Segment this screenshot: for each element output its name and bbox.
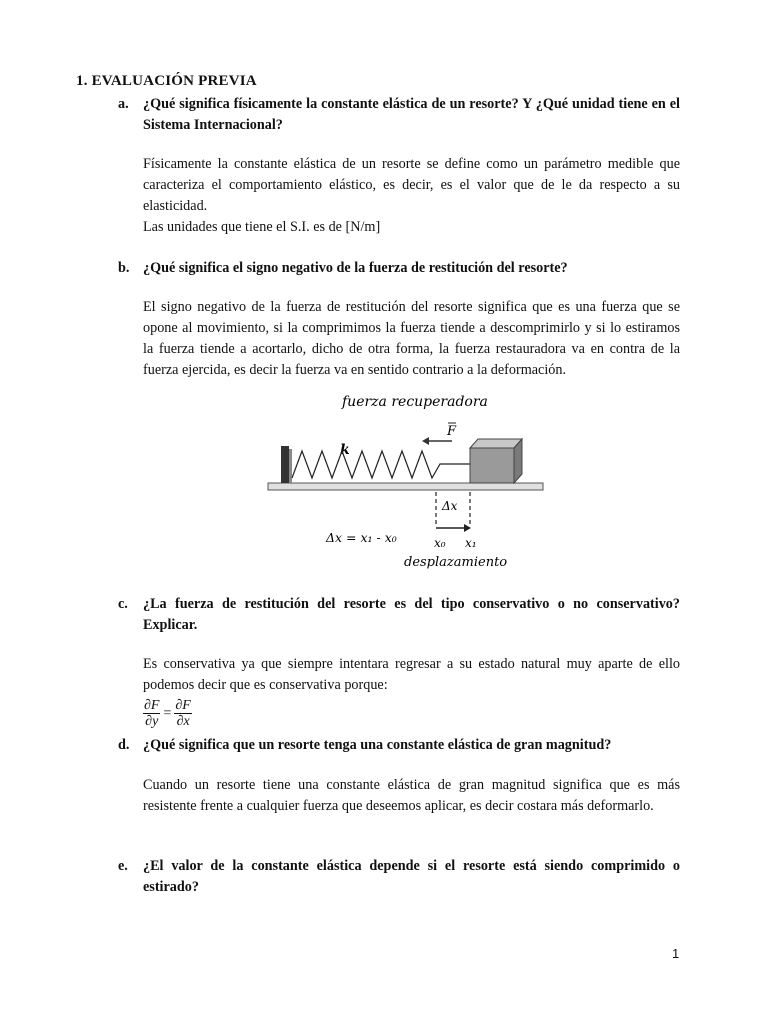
delta-x-label: Δx bbox=[442, 499, 458, 513]
displacement-arrowhead bbox=[464, 524, 471, 532]
answer-c bbox=[143, 654, 680, 696]
question-c bbox=[118, 594, 680, 636]
answer-d bbox=[143, 775, 680, 817]
mass-block bbox=[470, 448, 514, 483]
question-text: ¿El valor de la constante elástica depende si el resorte está siendo comprimido o estirado? bbox=[143, 858, 680, 895]
question-letter: e. bbox=[118, 858, 128, 874]
wall-shadow bbox=[289, 449, 292, 483]
spring-constant-label: k bbox=[340, 442, 350, 458]
floor-surface bbox=[268, 483, 543, 490]
question-letter: c. bbox=[118, 596, 128, 612]
fraction-lhs bbox=[143, 698, 160, 729]
x1-label: x₁ bbox=[465, 536, 477, 550]
lhs-denominator: ∂y bbox=[145, 714, 159, 729]
question-text: ¿Qué significa físicamente la constante elástica de un resorte? Y ¿Qué unidad tiene en el Sistema Internacional? bbox=[143, 96, 680, 133]
answer-paragraph: Las unidades que tiene el S.I. es de [N/m] bbox=[143, 219, 381, 235]
wall-block bbox=[281, 446, 289, 483]
force-label: F bbox=[447, 424, 457, 439]
question-text: ¿Qué significa que un resorte tenga una constante elástica de gran magnitud? bbox=[143, 737, 612, 753]
question-text: ¿La fuerza de restitución del resorte es del tipo conservativo o no conservativo? Explicar. bbox=[143, 596, 680, 633]
rhs-numerator: ∂F bbox=[175, 698, 191, 713]
answer-paragraph: Físicamente la constante elástica de un resorte se define como un parámetro medible que caracteriza el comportamiento elástico, es decir, es el valor que de le da respecto a su elasticidad. bbox=[143, 156, 680, 214]
spring-diagram-svg bbox=[260, 386, 560, 576]
figure-caption: desplazamiento bbox=[404, 555, 508, 570]
delta-formula: Δx = x₁ - x₀ bbox=[326, 530, 397, 545]
spring-diagram bbox=[260, 386, 560, 576]
question-b bbox=[118, 258, 680, 279]
rhs-denominator: ∂x bbox=[176, 714, 190, 729]
fraction-rhs bbox=[174, 698, 191, 729]
question-a bbox=[118, 94, 680, 136]
section-heading: 1. EVALUACIÓN PREVIA bbox=[76, 73, 257, 89]
question-d bbox=[118, 735, 680, 756]
mass-block-top bbox=[470, 439, 522, 448]
spring-coil bbox=[292, 451, 470, 478]
x0-label: x₀ bbox=[434, 536, 446, 550]
equals-sign: = bbox=[163, 705, 172, 721]
page-number: 1 bbox=[672, 946, 680, 961]
question-letter: d. bbox=[118, 737, 130, 753]
lhs-numerator: ∂F bbox=[144, 698, 160, 713]
answer-a bbox=[143, 154, 680, 238]
question-text: ¿Qué significa el signo negativo de la fuerza de restitución del resorte? bbox=[143, 260, 568, 276]
answer-paragraph: Cuando un resorte tiene una constante elástica de gran magnitud significa que es más resistente frente a cualquier fuerza que deseemos aplicar, es decir costara más deformarlo. bbox=[143, 777, 680, 814]
answer-b bbox=[143, 297, 680, 381]
force-arrowhead bbox=[422, 437, 429, 445]
question-letter: a. bbox=[118, 96, 129, 112]
answer-paragraph: Es conservativa ya que siempre intentara regresar a su estado natural muy aparte de ello podemos decir que es conservativa porque: bbox=[143, 656, 680, 693]
figure-title: fuerza recuperadora bbox=[342, 394, 488, 410]
question-letter: b. bbox=[118, 260, 130, 276]
answer-paragraph: El signo negativo de la fuerza de restitución del resorte significa que es una fuerza que se opone al movimiento, si la comprimimos la fuerza tiende a descomprimirlo y si lo estiramos la fuerza tiende a acortarlo, dicho de otra forma, la fuerza restauradora va en contra de la fuerza ejercida, es decir la fuerza va en sentido contrario a la deformación. bbox=[143, 299, 680, 378]
question-e bbox=[118, 856, 680, 898]
partial-derivative-equation bbox=[143, 698, 192, 729]
